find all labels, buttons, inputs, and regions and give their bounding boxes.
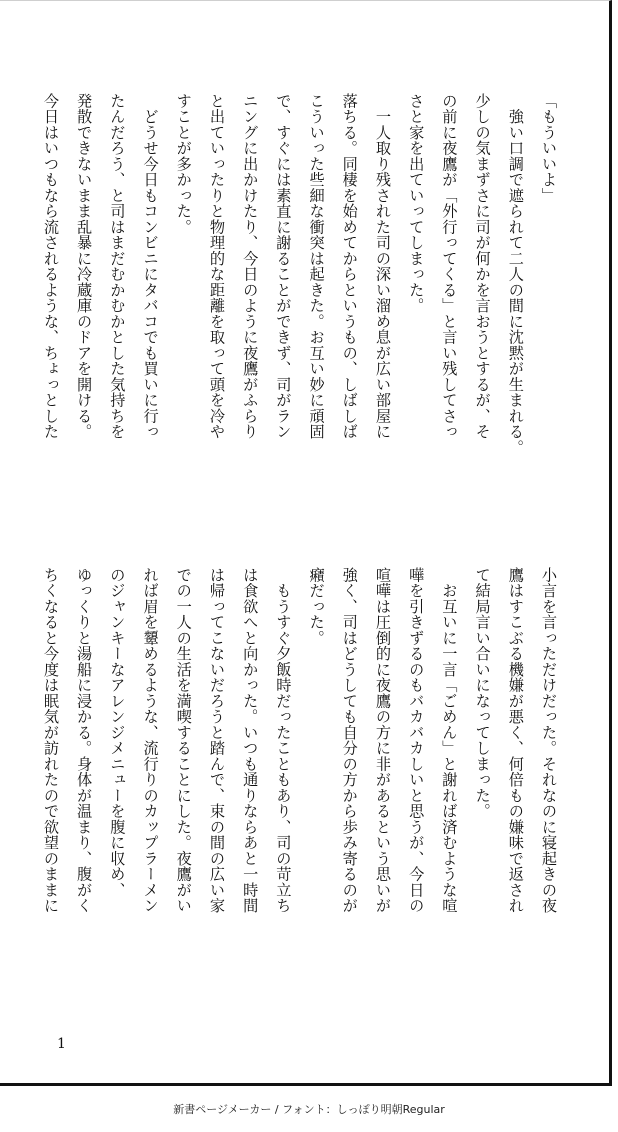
text-line: は食欲へと向かった。いつも通りならあと一時間: [241, 567, 260, 914]
page-number: 1: [57, 1036, 66, 1052]
text-line: 小言を言っただけだった。それなのに寝起きの夜: [540, 567, 558, 914]
text-line: たんだろう、と司はまだむかむかとした気持ちを: [108, 93, 127, 440]
text-line: こういった些細な衝突は起きた。お互い妙に頑固: [307, 93, 326, 440]
text-line: 強く、司はどうしても自分の方から歩み寄るのが: [340, 567, 359, 914]
text-line: 鷹はすこぶる機嫌が悪く、何倍もの嫌味で返され: [506, 567, 525, 914]
text-line: の前に夜鷹が「外行ってくる」と言い残してさっ: [440, 93, 459, 440]
text-line: 落ちる。同棲を始めてからというもの、しばしば: [340, 93, 359, 440]
text-line: て結局言い合いになってしまった。: [473, 567, 492, 819]
text-line: ゆっくりと湯船に浸かる。身体が温まり、腹がく: [75, 567, 94, 914]
text-line: のジャンキーなアレンジメニューを腹に収め、: [108, 567, 127, 898]
text-line: さと家を出ていってしまった。: [407, 93, 426, 314]
text-line: は帰ってこないだろうと踏んで、束の間の広い家: [207, 567, 226, 914]
text-line: 「もういいよ」: [540, 93, 558, 204]
text-line: 発散できないまま乱暴に冷蔵庫のドアを開ける。: [75, 93, 94, 440]
text-line: 喧嘩は圧倒的に夜鷹の方に非があるという思いが: [373, 567, 392, 914]
text-line: での一人の生活を満喫することにした。夜鷹がい: [174, 567, 193, 914]
text-lower-section: [34, 567, 565, 992]
text-line: どうせ今日もコンビニにタバコでも買いに行っ: [141, 93, 160, 440]
text-line: 強い口調で遮られて二人の間に沈黙が生まれる。: [506, 93, 525, 456]
footer-credit: 新書ページメーカー / フォント：しっぽり明朝Regular: [173, 1103, 445, 1116]
text-line: と出ていったりと物理的な距離を取って頭を冷や: [207, 93, 226, 440]
text-line: もうすぐ夕飯時だったこともあり、司の苛立ち: [274, 567, 293, 914]
text-line: で、すぐには素直に謝ることができず、司がラン: [274, 93, 293, 440]
text-line: お互いに一言「ごめん」と謝れば済むような喧: [440, 567, 459, 914]
text-line: 癪だった。: [307, 567, 326, 646]
text-line: 今日はいつもなら流されるような、ちょっとした: [41, 93, 60, 440]
text-line: れば眉を顰めるような、流行りのカップラーメン: [141, 567, 160, 914]
text-upper-section: [34, 93, 565, 518]
text-line: ちくなると今度は眠気が訪れたので欲望のままに: [41, 567, 60, 914]
text-line: ニングに出かけたり、今日のように夜鷹がふらり: [241, 93, 260, 440]
text-line: すことが多かった。: [174, 93, 193, 235]
text-line: 嘩を引きずるのもバカバカしいと思うが、今日の: [407, 567, 426, 914]
text-line: 一人取り残された司の深い溜め息が広い部屋に: [373, 93, 392, 440]
text-line: 少しの気まずさに司が何かを言おうとするが、そ: [473, 93, 492, 440]
